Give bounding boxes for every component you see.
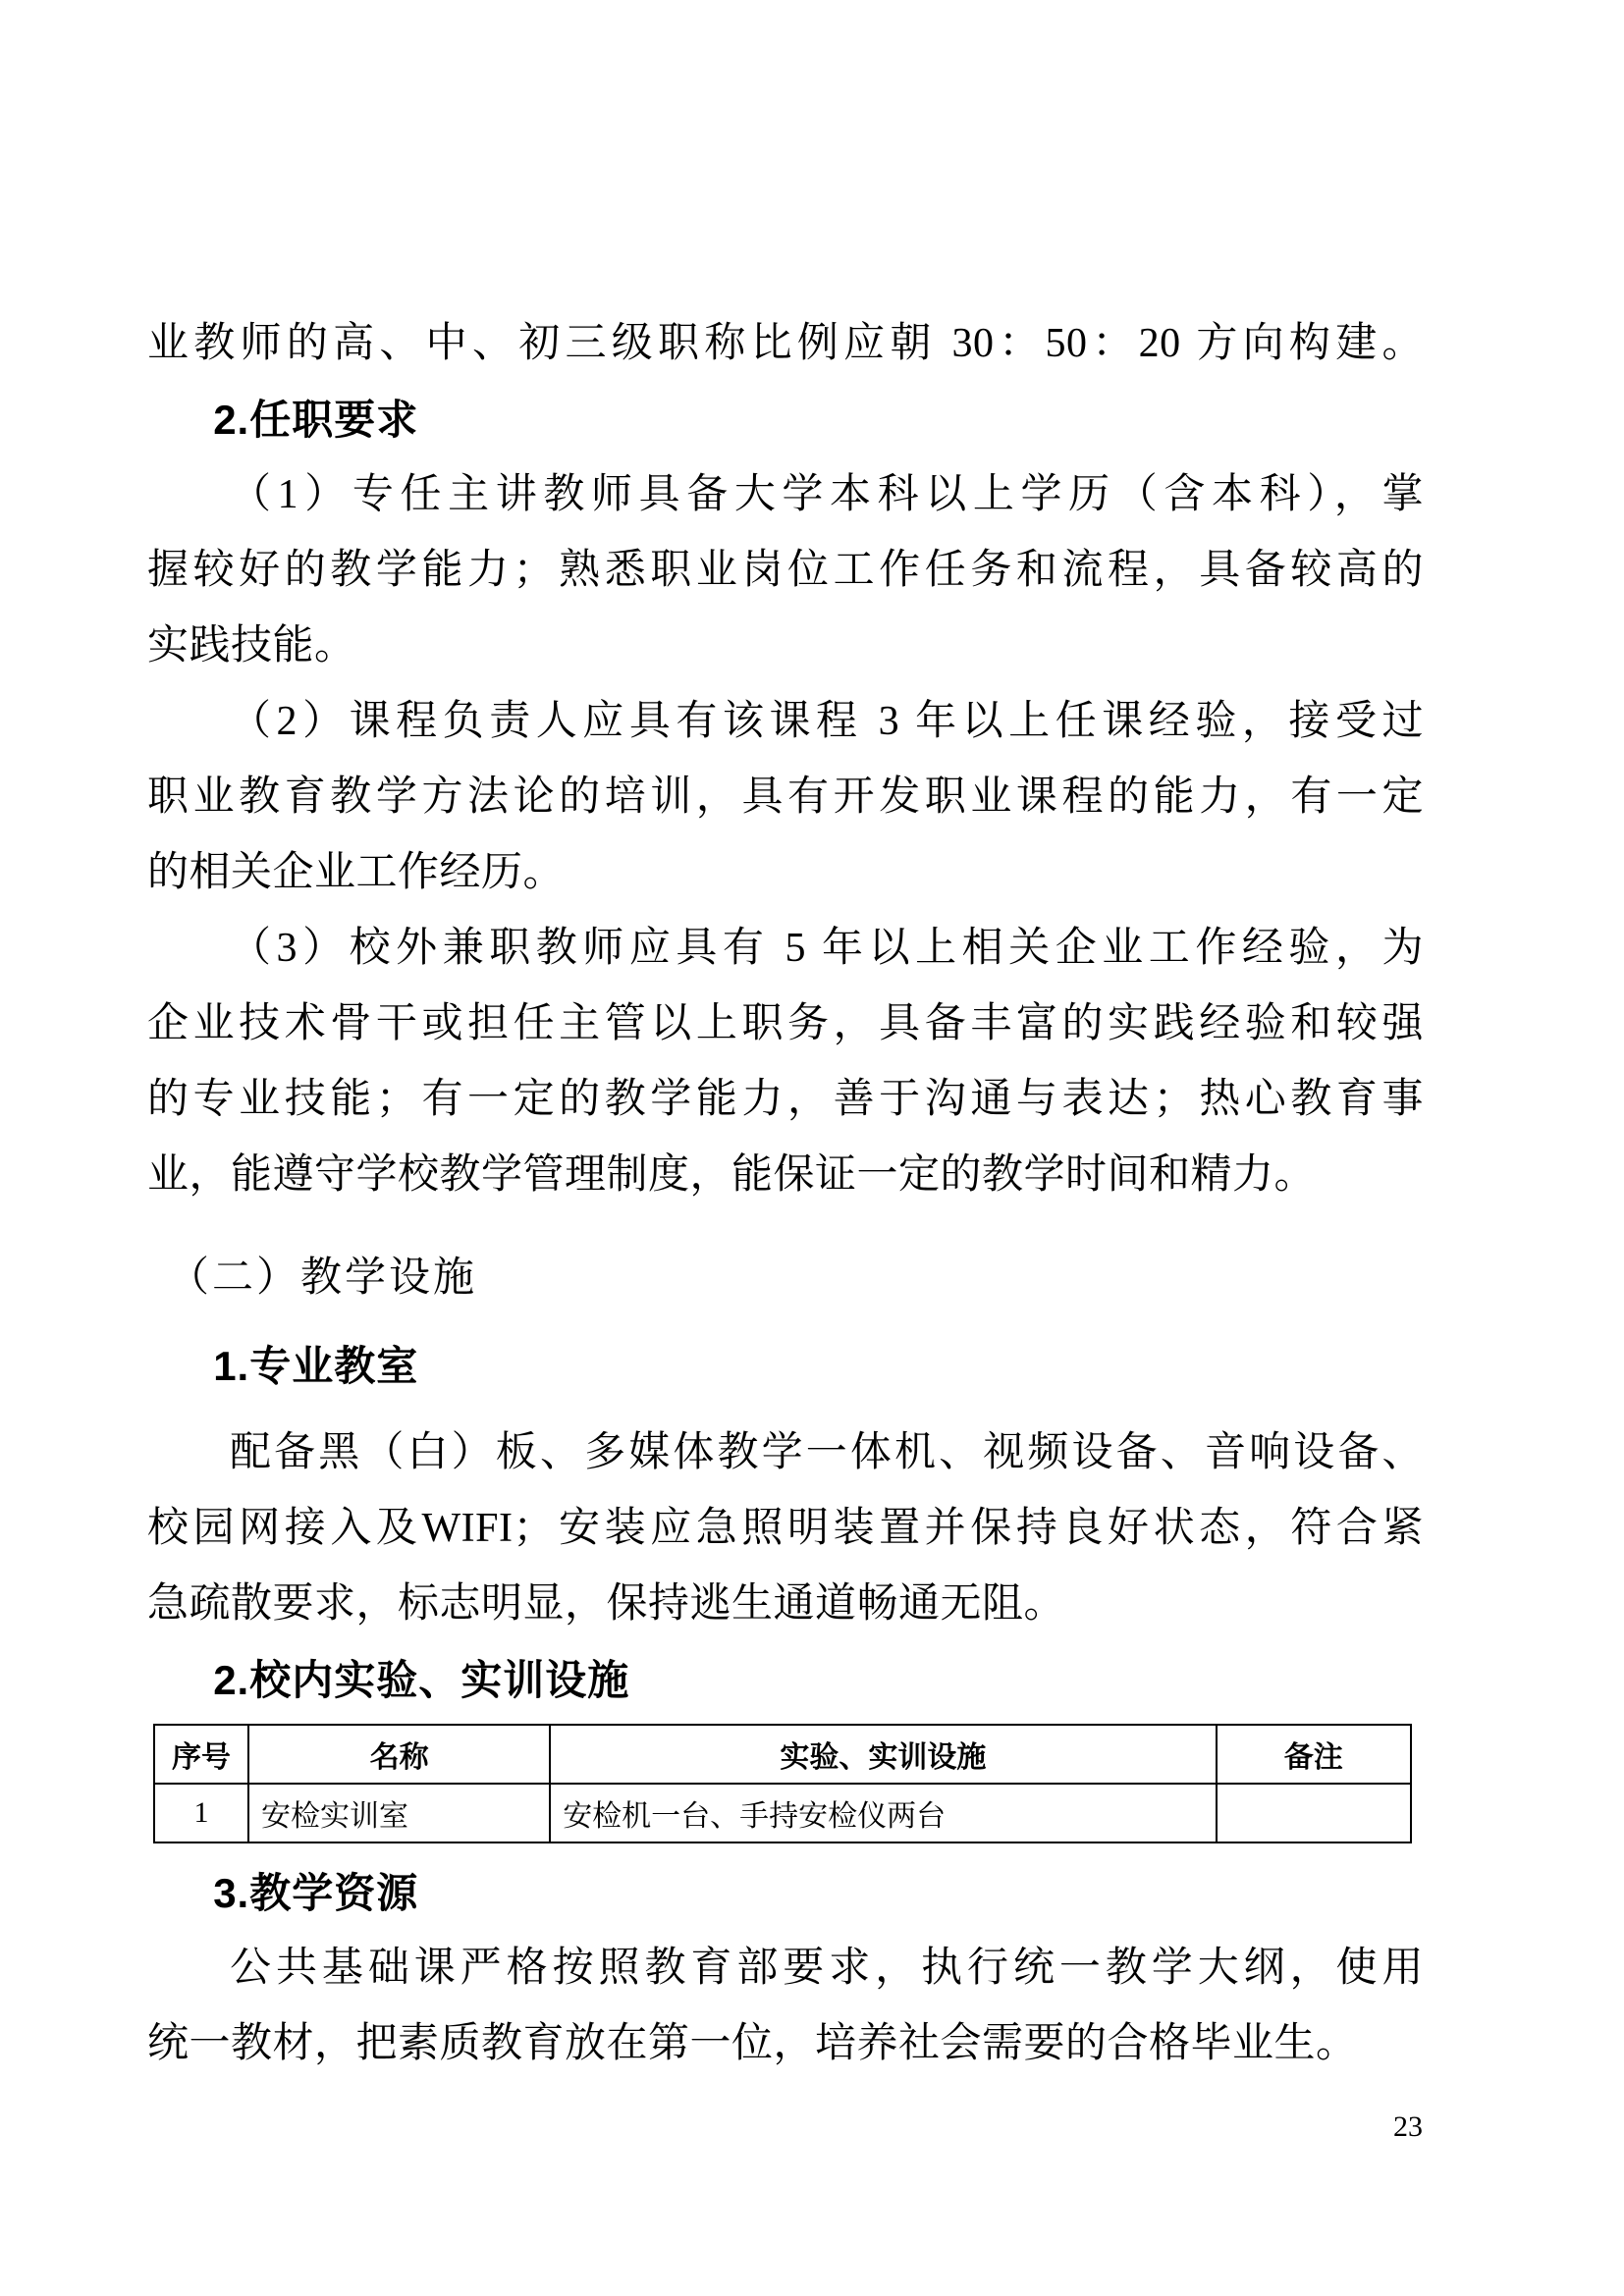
text-line: 企业技术骨干或担任主管以上职务，具备丰富的实践经验和较强 [147,1001,1424,1046]
subsection-heading-zhuanye-jiaoshi: 1.专业教室 [213,1343,419,1389]
text-line: 的专业技能；有一定的教学能力，善于沟通与表达；热心教育事 [147,1077,1424,1122]
table-header-cell-sheshi: 实验、实训设施 [550,1725,1216,1784]
table-header-cell-mingcheng: 名称 [248,1725,550,1784]
text-line: （1）专任主讲教师具备大学本科以上学历（含本科），掌 [230,472,1424,517]
text-line: 业，能遵守学校教学管理制度，能保证一定的教学时间和精力。 [147,1152,1317,1198]
text-line: （3）校外兼职教师应具有 5 年以上相关企业工作经验，为 [230,926,1424,971]
text-line: 公共基础课严格按照教育部要求，执行统一教学大纲，使用 [230,1946,1424,1991]
subsection-heading-shixun-sheshi: 2.校内实验、实训设施 [213,1657,630,1703]
subsection-heading-jiaoxue-ziyuan: 3.教学资源 [213,1870,419,1916]
text-line: 职业教育教学方法论的培训，具有开发职业课程的能力，有一定 [147,774,1424,820]
text-line: 统一教材，把素质教育放在第一位，培养社会需要的合格毕业生。 [147,2021,1358,2066]
section-heading-jiaoxue-sheshi: （二）教学设施 [168,1255,478,1301]
table-header-cell-beizhu: 备注 [1217,1725,1411,1784]
text-line: （2）课程负责人应具有该课程 3 年以上任课经验，接受过 [230,699,1424,744]
table-cell-mingcheng: 安检实训室 [248,1784,550,1842]
document-body [147,306,1424,2082]
table-cell-beizhu [1217,1784,1411,1842]
facility-table [153,1724,1412,1843]
text-line: 握较好的教学能力；熟悉职业岗位工作任务和流程，具备较高的 [147,548,1424,593]
text-line: 校园网接入及WIFI；安装应急照明装置并保持良好状态，符合紧 [147,1506,1424,1551]
text-line: 急疏散要求，标志明显，保持逃生通道畅通无阻。 [147,1581,1066,1627]
text-line: 的相关企业工作经历。 [147,850,566,895]
section-heading-renzhi-yaoqiu: 2.任职要求 [213,397,419,443]
table-row [154,1784,1411,1842]
text-line: 业教师的高、中、初三级职称比例应朝 30：50：20 方向构建。 [147,321,1424,366]
text-line: 配备黑（白）板、多媒体教学一体机、视频设备、音响设备、 [230,1430,1424,1475]
table-header-row [154,1725,1411,1784]
text-line: 实践技能。 [147,623,356,668]
table-cell-sheshi: 安检机一台、手持安检仪两台 [550,1784,1216,1842]
table-header-cell-xuhao: 序号 [154,1725,248,1784]
table-cell-xuhao: 1 [154,1784,248,1842]
page-number: 23 [1393,2110,1423,2143]
